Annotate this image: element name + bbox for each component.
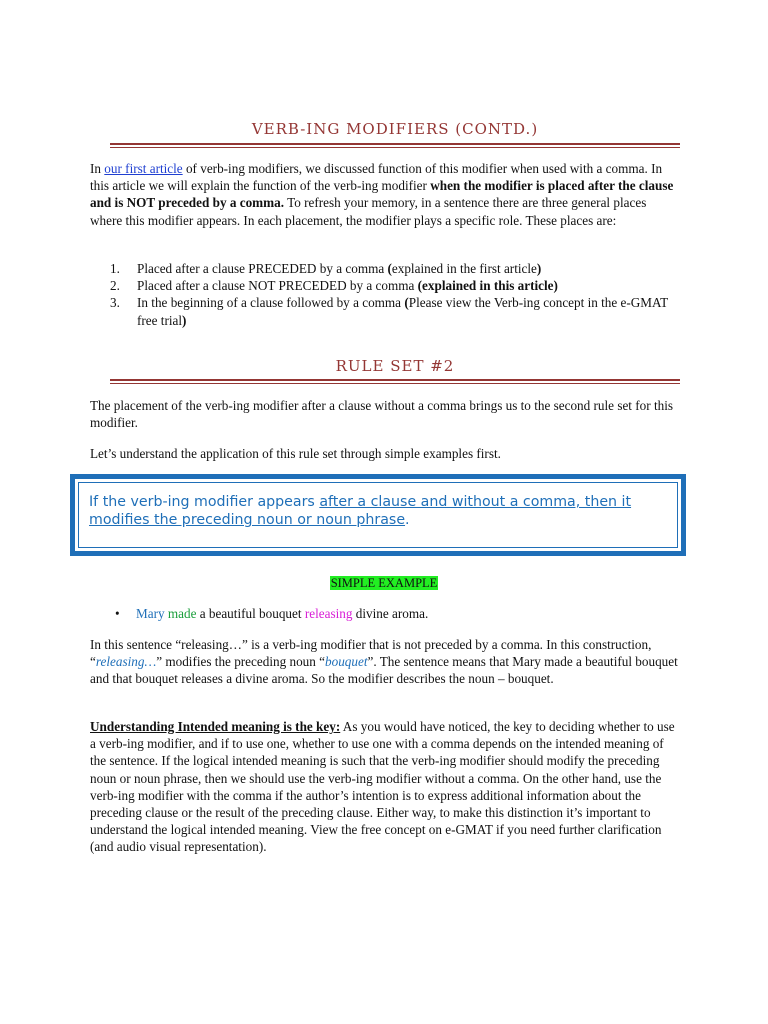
heading-divider-1 bbox=[110, 143, 680, 148]
explanation-italic-2: bouquet bbox=[325, 654, 368, 670]
simple-example-label: SIMPLE EXAMPLE bbox=[330, 576, 438, 590]
callout-text bbox=[89, 493, 649, 529]
rule-callout-box bbox=[70, 474, 686, 556]
explanation-text-1: In this sentence “releasing…” is a verb-ing modifier that is not preceded by a comma. In this construction, “ bbox=[90, 637, 652, 670]
list-number: 2. bbox=[110, 278, 120, 294]
example-end: divine aroma. bbox=[352, 606, 429, 621]
simple-example-label-row bbox=[0, 574, 768, 592]
list-text: Placed after a clause NOT PRECEDED by a comma bbox=[137, 278, 418, 294]
list-number: 3. bbox=[110, 295, 120, 311]
first-article-link[interactable]: our first article bbox=[104, 161, 183, 176]
intended-meaning-body: As you would have noticed, the key to deciding whether to use a verb-ing modifier, and if to use one, whether to use one with a comma depends on the intended meaning of the sentence. If the logical intended meaning is such that the verb-ing modifier should modify the preceding noun or noun phrase, then we should use the verb-ing modifier without a comma. On the other hand, use the verb-ing modifier with the comma if the author’s intention is to express additional information about the preceding clause or the result of the preceding clause. Either way, to make this distinction it’s important to understand the logical intended meaning. View the free concept on e-GMAT if you need further clarification (and audio visual representation). bbox=[90, 719, 675, 855]
examples-intro-paragraph: Let’s understand the application of this rule set through simple examples first. bbox=[90, 446, 501, 461]
intro-text-1: of verb-ing modifiers, we discussed function of this modifier when used with a comma. In this article we will explain the function of the verb-ing modifier bbox=[90, 161, 663, 194]
list-bold: (explained in this article) bbox=[417, 278, 558, 294]
heading-divider-2 bbox=[110, 379, 680, 384]
rule-set-paragraph: The placement of the verb-ing modifier after a clause without a comma brings us to the second rule set for this modifier. bbox=[90, 398, 673, 431]
list-item bbox=[110, 260, 680, 277]
list-text-2: Please view the Verb-ing concept in the e-GMAT free trial bbox=[137, 295, 668, 328]
list-text-2: explained in the first article bbox=[391, 261, 537, 276]
list-bold-2: ) bbox=[536, 261, 542, 276]
bullet-icon: • bbox=[115, 606, 120, 621]
section-heading-verb-ing: VERB-ING MODIFIERS (CONTD.) bbox=[251, 120, 539, 138]
explanation-italic-1: releasing… bbox=[95, 654, 157, 670]
example-modifier: releasing bbox=[304, 606, 353, 621]
section-heading-rule-set: RULE SET #2 bbox=[335, 357, 455, 375]
example-verb: made bbox=[167, 606, 197, 621]
list-text: Placed after a clause PRECEDED by a comma bbox=[137, 261, 388, 276]
list-bold-2: ) bbox=[182, 312, 187, 328]
intended-meaning-lead: Understanding Intended meaning is the key: bbox=[90, 719, 341, 734]
intro-bold: when the modifier is placed after the clause and is NOT preceded by a comma. bbox=[90, 178, 674, 211]
callout-text-1: If the verb-ing modifier appears bbox=[89, 494, 320, 510]
list-number: 1. bbox=[110, 261, 120, 276]
example-object: a beautiful bouquet bbox=[196, 606, 305, 621]
intro-prefix: In bbox=[90, 161, 105, 176]
callout-text-2: . bbox=[405, 512, 410, 528]
intro-paragraph bbox=[90, 160, 680, 229]
list-text: In the beginning of a clause followed by a comma bbox=[137, 295, 405, 311]
list-bold: ( bbox=[404, 295, 409, 311]
explanation-text-2: ” modifies the preceding noun “ bbox=[156, 654, 326, 670]
intro-text-2: To refresh your memory, in a sentence there are three general places where this modifier appears. In each placement, the modifier plays a specific role. These places are: bbox=[90, 195, 647, 228]
callout-underlined: after a clause and without a comma, then it modifies the preceding noun or noun phrase bbox=[89, 494, 632, 528]
explanation-text-3: ”. The sentence means that Mary made a beautiful bouquet and that bouquet releases a divine aroma. So the modifier describes the noun – bouquet. bbox=[90, 654, 678, 687]
explanation-paragraph bbox=[90, 636, 680, 688]
placement-list bbox=[110, 260, 680, 329]
list-item bbox=[110, 294, 680, 328]
list-bold: ( bbox=[387, 261, 392, 276]
list-item bbox=[110, 277, 680, 294]
intended-meaning-paragraph bbox=[90, 718, 680, 856]
example-subject: Mary bbox=[136, 606, 165, 621]
example-sentence bbox=[136, 605, 428, 622]
